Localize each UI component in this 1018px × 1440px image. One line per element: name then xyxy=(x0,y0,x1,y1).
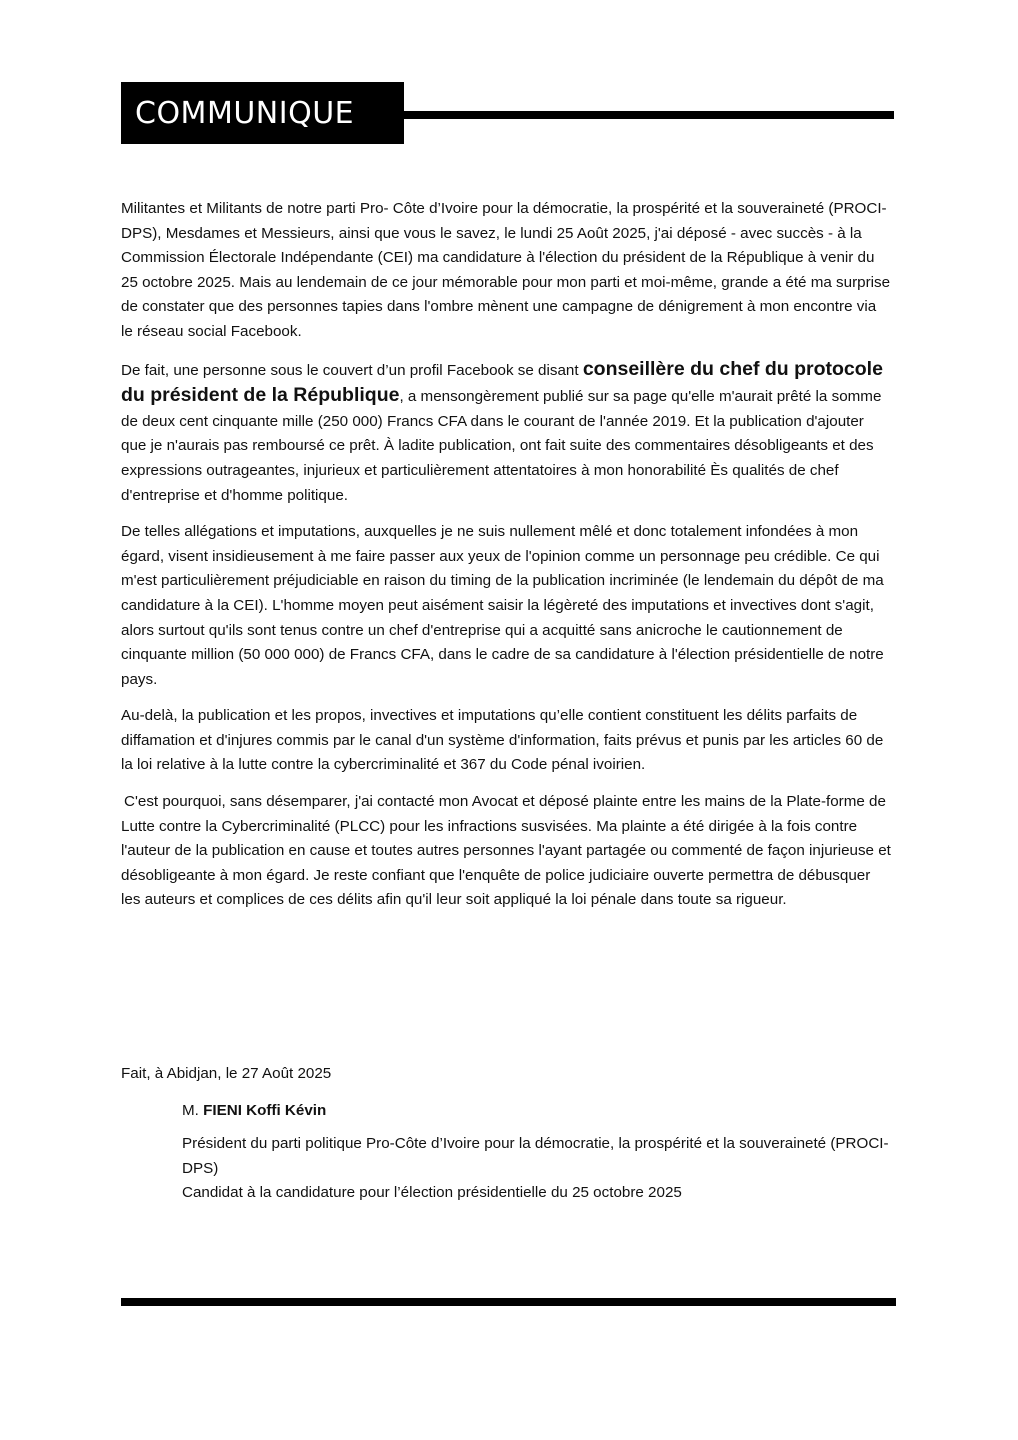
signatory-title-president: Président du parti politique Pro-Côte d’Ivoire pour la démocratie, la prospérité et la souveraineté (PROCI-DPS) xyxy=(182,1135,889,1177)
signature-block xyxy=(121,1062,891,1206)
paragraph-intro: Militantes et Militants de notre parti Pro- Côte d’Ivoire pour la démocratie, la prospérité et la souveraineté (PROCI-DPS), Mesdames et Messieurs, ainsi que vous le savez, le lundi 25 Août 2025, j'ai déposé - avec succès - à la Commission Électorale Indépendante (CEI) ma candidature à l'élection du président de la République à venir du 25 octobre 2025. Mais au lendemain de ce jour mémorable pour mon parti et moi-même, grande a été ma surprise de constater que des personnes tapies dans l'ombre mènent une campagne de dénigrement à mon encontre via le réseau social Facebook. xyxy=(121,200,891,340)
signatory-title-candidate: Candidat à la candidature pour l’élection présidentielle du 25 octobre 2025 xyxy=(182,1184,682,1202)
paragraph-facts-end: , a mensongèrement publié sur sa page qu'elle m'aurait prêté la somme de deux cent cinquante mille (250 000) Francs CFA dans le courant de l'année 2019. Et la publication d'ajouter que je n'aurais pas remboursé ce prêt. À ladite publication, ont fait suite des commentaires désobligeants et des expressions outrageantes, injurieux et particulièrement attentatoires à mon honorabilité Ès qualités de chef d'entreprise et d'homme politique. xyxy=(121,388,882,504)
body-text xyxy=(121,197,891,925)
signatory-fullname: FIENI Koffi Kévin xyxy=(203,1101,327,1119)
paragraph-facts xyxy=(121,357,891,509)
signatory-titles xyxy=(182,1132,891,1206)
header-rule xyxy=(398,111,894,119)
paragraph-allegations: De telles allégations et imputations, auxquelles je ne suis nullement mêlé et donc totalement infondées à mon égard, visent insidieusement à me faire passer aux yeux de l'opinion comme un personnage peu crédible. Ce qui m'est particulièrement préjudiciable en raison du timing de la publication incriminée (le lendemain du dépôt de ma candidature à la CEI). L'homme moyen peut aisément saisir la légèreté des imputations et invectives dont s'agit, alors surtout qu'ils sont tenus contre un chef d'entreprise qui a acquitté sans anicroche le cautionnement de cinquante million (50 000 000) de Francs CFA, dans le cadre de sa candidature à l'élection présidentielle de notre pays. xyxy=(121,523,884,688)
document-title: COMMUNIQUE xyxy=(135,95,355,131)
communique-header-box xyxy=(121,82,404,144)
signatory-prefix: M. xyxy=(182,1101,204,1119)
emphasized-role: conseillère du chef du protocole du président de la République xyxy=(121,357,883,407)
paragraph-complaint: C'est pourquoi, sans désemparer, j'ai contacté mon Avocat et déposé plainte entre les mains de la Plate-forme de Lutte contre la Cybercriminalité (PLCC) pour les infractions susvisées. Ma plainte a été dirigée à la fois contre l'auteur de la publication en cause et toutes autres personnes l'ayant partagée ou commenté de façon injurieuse et désobligeante à mon égard. Je reste confiant que l'enquête de police judiciaire ouverte permettra de débusquer les auteurs et complices de ces délits afin qu'il leur soit appliqué la loi pénale dans toute sa rigueur. xyxy=(121,793,891,909)
signatory-name xyxy=(182,1099,891,1124)
place-date: Fait, à Abidjan, le 27 Août 2025 xyxy=(121,1065,332,1082)
paragraph-offenses: Au-delà, la publication et les propos, invectives et imputations qu’elle contient constituent les délits parfaits de diffamation et d'injures commis par le canal d'un système d'information, faits prévus et punis par les articles 60 de la loi relative à la lutte contre la cybercriminalité et 367 du Code pénal ivoirien. xyxy=(121,707,884,774)
paragraph-facts-start: De fait, une personne sous le couvert d’un profil Facebook se disant xyxy=(121,361,583,379)
footer-rule xyxy=(121,1298,896,1306)
